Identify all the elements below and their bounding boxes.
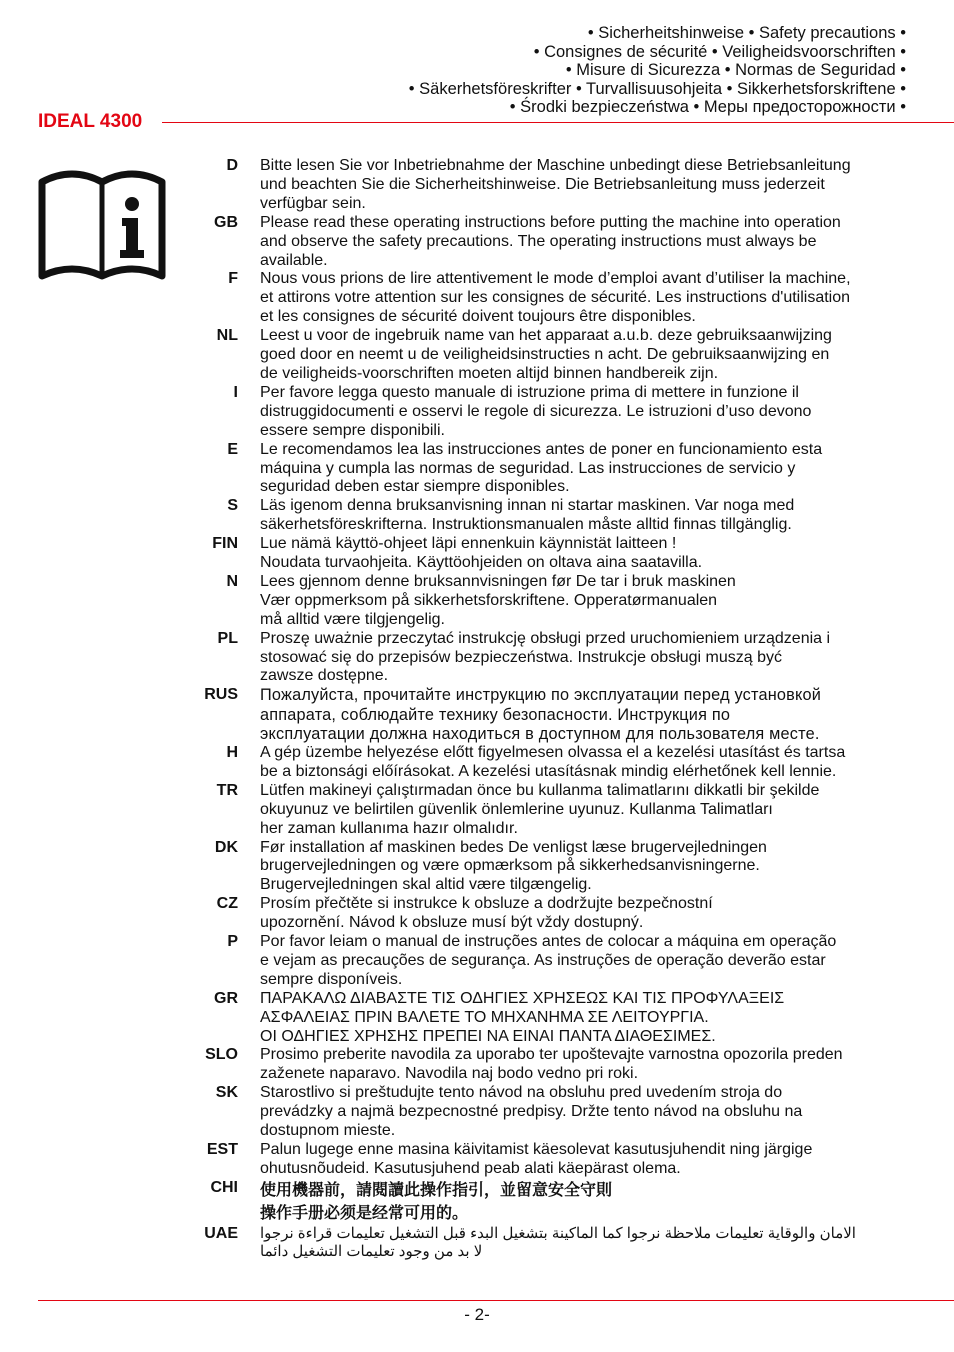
entry-it: [196, 384, 936, 441]
language-code: NL: [216, 327, 238, 345]
entry-fr: [196, 270, 936, 327]
entry-text: Lue nämä käyttö-ohjeet läpi ennenkuin käynnistät laitteen ! Noudata turvaohjeita. Käyttöohjeiden on oltava aina saatavilla.: [260, 535, 703, 572]
entry-de: [196, 157, 936, 214]
entry-text: Le recomendamos lea las instrucciones antes de poner en funcionamiento esta máquina y cumpla las normas de seguridad. Las instrucciones de servicio y seguridad deben estar siempre disponibles.: [260, 440, 823, 496]
entry-gb: [196, 214, 936, 271]
entry-dk: [196, 839, 936, 896]
entry-text: Nous vous prions de lire attentivement le mode d’emploi avant d’utiliser la machine, et attirons votre attention sur les consignes de sécurité. Les instructions d'utilisation et les consignes de sécurité doivent toujours être disponibles.: [260, 270, 851, 326]
language-code: RUS: [204, 686, 238, 704]
entry-uae: [196, 1225, 936, 1262]
language-code: P: [227, 933, 238, 951]
language-code: SK: [215, 1084, 238, 1102]
entry-no: [196, 573, 936, 630]
page-number: - 2-: [464, 1305, 490, 1324]
entry-pt: [196, 933, 936, 990]
header-line: • Misure di Sicurezza • Normas de Seguridad •: [565, 61, 906, 80]
language-code: H: [226, 743, 238, 761]
entry-pl: [196, 630, 936, 687]
entry-text: Starostlivo si preštudujte tento návod na obsluhu pred uvedením stroja do prevádzky a najmä bezpecnostné predpisy. Držte tento návod na obsluhu na dostupnom mieste.: [260, 1084, 803, 1140]
entry-text: Per favore legga questo manuale di istruzione prima di mettere in funzione il distruggidocumenti e osservi le regole di sicurezza. Le istruzioni d’uso devono essere sempre disponibili.: [260, 383, 812, 439]
language-code: I: [233, 383, 238, 401]
language-code: CZ: [216, 895, 238, 913]
entry-text: Lütfen makineyi çalıştırmadan önce bu kullanma talimatlarını dikkatli bir şekilde okuyunuz ve belirtilen güvenlik önlemlerine uyunuz. Kullanma Talimatları her zaman kullanıma hazır olmalıdır.: [260, 781, 820, 837]
language-code: F: [228, 270, 238, 288]
instruction-entries: [196, 157, 936, 1262]
language-code: S: [227, 497, 238, 515]
entry-cz: [196, 895, 936, 933]
language-code: GR: [214, 989, 238, 1007]
language-code: TR: [216, 781, 238, 799]
entry-text: Läs igenom denna bruksanvisning innan ni startar maskinen. Var noga med säkerhetsföreskrifterna. Instruktionsmanualen måste alltid finnas tillgänglig.: [260, 497, 795, 534]
info-manual-icon: [38, 164, 166, 280]
entry-fin: [196, 535, 936, 573]
entry-chi: [196, 1179, 936, 1225]
entry-es: [196, 441, 936, 498]
entry-text: Palun lugege enne masina käivitamist käesolevat kasutusjuhendit ning järgige ohutusnõudeid. Kasutusjuhend peab alati käepärast olema.: [260, 1141, 813, 1177]
entry-text: Lees gjennom denne bruksannvisningen før De tar i bruk maskinen Vær oppmerksom på sikkerhetsforskriftene. Opperatørmanualen må alltid være tilgjengelig.: [260, 572, 736, 628]
entry-se: [196, 497, 936, 535]
entry-text: Før installation af maskinen bedes De venligst læse brugervejledningen brugervejledningen og være opmærksom på sikkerhedsanvisningerne. Brugervejledningen skal altid være tilgængelig.: [260, 838, 767, 894]
entry-gr: [196, 990, 936, 1047]
language-code: DK: [214, 838, 238, 856]
entry-text: Prosimo preberite navodila za uporabo ter upoštevajte varnostna opozorila preden zaženete naparavo. Navodila naj bodo vedno pri roki.: [260, 1046, 843, 1083]
entry-text: Leest u voor de ingebruik name van het apparaat a.u.b. deze gebruiksaanwijzing goed door en neemt u de veiligheidsinstructies n acht. De gebruiksaanwijzing en de veiligheids-voorschriften moeten altijd binnen handbereik zijn.: [260, 327, 832, 382]
language-code: FIN: [212, 535, 238, 553]
header-line: • Sicherheitshinweise • Safety precautions •: [587, 24, 906, 42]
entry-slo: [196, 1046, 936, 1084]
entry-hu: [196, 744, 936, 782]
language-code: SLO: [205, 1046, 238, 1064]
entry-text: الامان والوقاية تعليمات ملاحظة نرجوا كما الماكينة بتشغيل البدء قبل التشغيل تعليمات قراءة نرجوا لا بد من وجود تعليمات التشغيل دائما: [260, 1224, 856, 1261]
entry-text: Please read these operating instructions before putting the machine into operation and observe the safety precautions. The operating instructions must always be available.: [260, 213, 841, 269]
entry-text: Por favor leiam o manual de instruções antes de colocar a máquina em operação e vejam as precauções de segurança. As instruções de operação deverão estar sempre disponíveis.: [260, 933, 837, 988]
language-code: D: [226, 157, 238, 174]
entry-text: ΠΑΡΑΚΑΛΩ ΔΙΑΒΑΣΤΕ ΤΙΣ ΟΔΗΓΙΕΣ ΧΡΗΣΕΩΣ ΚΑΙ ΤΙΣ ΠΡΟΦΥΛΑΞΕΙΣ ΑΣΦΑΛΕΙΑΣ ΠΡΙΝ ΒΑΛΕΤΕ ΤΟ ΜΗΧΑΝΗΜΑ ΣΕ ΛΕΙΤΟΥΡΓΙΑ. ΟΙ ΟΔΗΓΙΕΣ ΧΡΗΣΗΣ ΠΡΕΠΕΙ ΝΑ ΕΙΝΑΙ ΠΑΝΤΑ ΔΙΑΘΕΣΙΜΕΣ.: [260, 989, 785, 1045]
language-code: N: [226, 572, 238, 590]
language-code: PL: [217, 629, 238, 647]
language-code: UAE: [204, 1224, 238, 1242]
entry-text: Prosím přečtěte si instrukce k obsluze a dodržujte bezpečnostní upozornění. Návod k obsluze musí být vždy dostupný.: [260, 895, 713, 932]
language-code: EST: [206, 1141, 238, 1159]
entry-text: A gép üzembe helyezése előtt figyelmesen olvassa el a kezelési utasítást és tartsa be a biztonsági előírásokat. A kezelési utasításnak mindig elérhetőnek kell lennie.: [260, 743, 846, 780]
entry-text: Пожалуйста, прочитайте инструкцию по эксплуатации перед установкой аппарата, соблюдайте технику безопасности. Инструкция по эксплуатации должна находиться в доступном для пользователя месте.: [260, 686, 822, 743]
language-code: GB: [214, 213, 238, 231]
header-precautions-lines: [409, 24, 906, 117]
header-line: • Säkerhetsföreskrifter • Turvallisuusohjeita • Sikkerhetsforskriftene •: [408, 79, 906, 98]
header-line: • Środki bezpieczeństwa • Меры предосторожности •: [509, 98, 906, 117]
entry-text: Proszę uważnie przeczytać instrukcję obsługi przed uruchomieniem urządzenia i stosować się do przepisów bezpieczeństwa. Instrukcje obsługi muszą być zawsze dostępne.: [260, 629, 831, 685]
footer-divider: [38, 1300, 954, 1301]
language-code: CHI: [210, 1178, 238, 1196]
header-divider: [162, 122, 954, 123]
entry-rus: [196, 686, 936, 744]
entry-text: Bitte lesen Sie vor Inbetriebnahme der Maschine unbedingt diese Betriebsanleitung und beachten Sie die Sicherheitshinweise. Die Betriebsanleitung muss jederzeit verfügbar sein.: [260, 157, 851, 212]
entry-nl: [196, 327, 936, 384]
brand-title: IDEAL 4300: [38, 111, 143, 132]
language-code: E: [227, 440, 238, 458]
entry-tr: [196, 782, 936, 839]
entry-est: [196, 1141, 936, 1179]
entry-sk: [196, 1084, 936, 1141]
header-line: • Consignes de sécurité • Veiligheidsvoorschriften •: [533, 42, 906, 61]
entry-text: 使用機器前，請閱讀此操作指引，並留意安全守則 操作手册必须是经常可用的。: [260, 1181, 613, 1222]
